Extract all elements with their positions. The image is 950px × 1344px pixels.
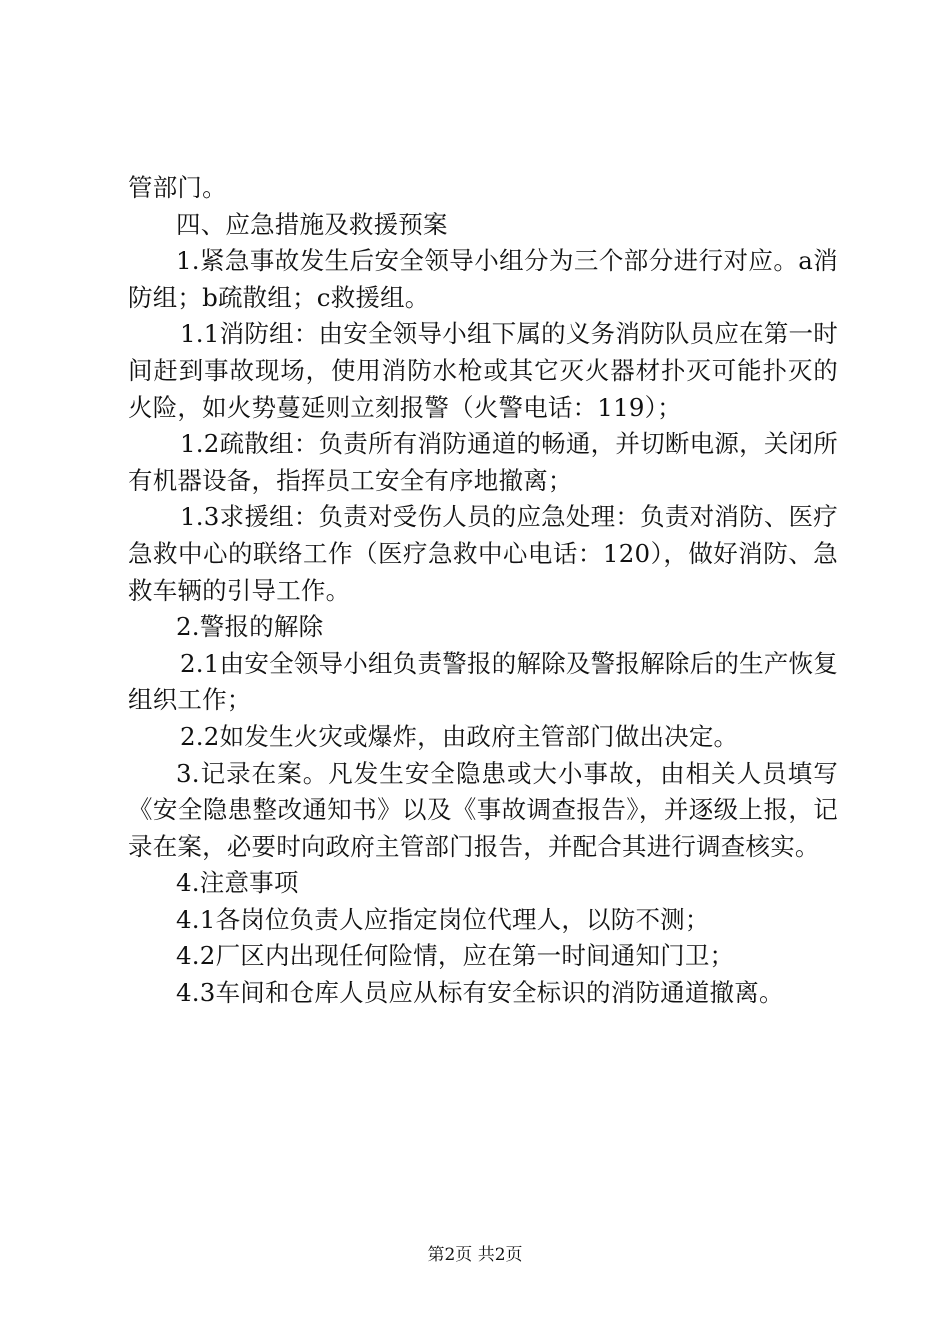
paragraph-1-3-rescue-group: 1.3求援组：负责对受伤人员的应急处理：负责对消防、医疗急救中心的联络工作（医疗急救中心电话：120），做好消防、急救车辆的引导工作。: [128, 502, 838, 605]
paragraph-4-1: 4.1各岗位负责人应指定岗位代理人，以防不测；: [176, 904, 710, 934]
paragraph-3-records: 3.记录在案。凡发生安全隐患或大小事故，由相关人员填写《安全隐患整改通知书》以及《事故调查报告》，并逐级上报，记录在案，必要时向政府主管部门报告，并配合其进行调查核实。: [128, 758, 838, 861]
page-number-footer: 第2页 共2页: [427, 1245, 523, 1265]
paragraph-1-emergency-groups: 1.紧急事故发生后安全领导小组分为三个部分进行对应。a消防组；b疏散组；c救援组。: [128, 246, 838, 312]
paragraph-2-alarm-release: 2.警报的解除: [176, 612, 324, 642]
paragraph-4-2: 4.2厂区内出现任何险情，应在第一时间通知门卫；: [176, 941, 735, 971]
paragraph-2-1: 2.1由安全领导小组负责警报的解除及警报解除后的生产恢复组织工作；: [128, 648, 838, 715]
paragraph-4-3: 4.3车间和仓库人员应从标有安全标识的消防通道撤离。: [176, 978, 784, 1008]
paragraph-1-1-fire-group: 1.1消防组：由安全领导小组下属的义务消防队员应在第一时间赶到事故现场，使用消防水枪或其它灭火器材扑灭可能扑灭的火险，如火势蔓延则立刻报警（火警电话：119）；: [128, 319, 838, 422]
paragraph-4-notes: 4.注意事项: [176, 868, 299, 898]
paragraph-1-2-evacuation-group: 1.2疏散组：负责所有消防通道的畅通，并切断电源，关闭所有机器设备，指挥员工安全有序地撤离；: [128, 429, 838, 495]
paragraph-2-2: 2.2如发生火灾或爆炸，由政府主管部门做出决定。: [180, 721, 739, 751]
document-body: [128, 170, 838, 1012]
section-heading-emergency-measures: 四、应急措施及救援预案: [176, 209, 448, 239]
paragraph-continuation: 管部门。: [128, 173, 227, 202]
